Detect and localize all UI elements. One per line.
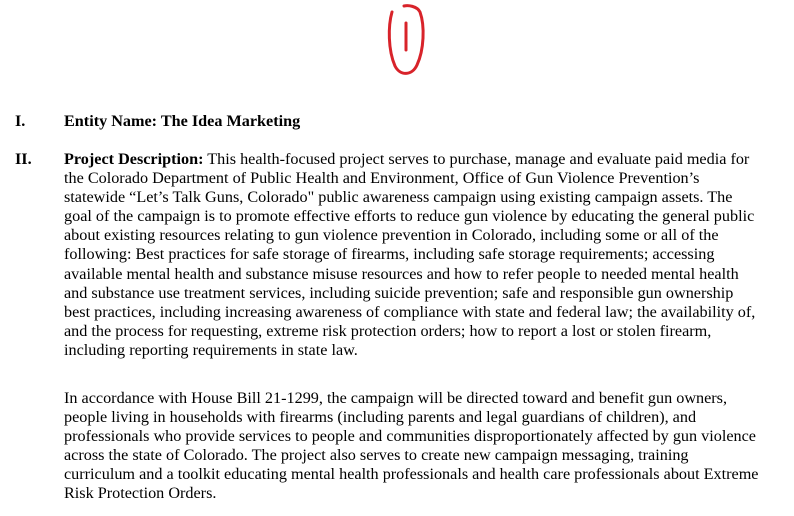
paragraph-line: about existing resources relating to gun violence prevention in Colorado, including some or all of the xyxy=(64,226,719,245)
paragraph-line: available mental health and substance misuse resources and how to refer people to needed mental health xyxy=(64,264,739,283)
paragraph-line: the Colorado Department of Public Health and Environment, Office of Gun Violence Prevention’s xyxy=(64,169,700,188)
paragraph-line: and substance use treatment services, including suicide prevention; safe and responsible gun ownership xyxy=(64,283,734,302)
section-numeral: I. xyxy=(15,112,26,130)
paragraph-line: and the process for requesting, extreme risk protection orders; how to report a lost or stolen firearm, xyxy=(64,321,712,340)
paragraph-line: professionals who provide services to people and communities disproportionately affected by gun violence xyxy=(64,427,756,446)
paragraph-line: across the state of Colorado. The project also serves to create new campaign messaging, training xyxy=(64,446,689,465)
paragraph-line: In accordance with House Bill 21-1299, the campaign will be directed toward and benefit gun owners, xyxy=(64,389,728,407)
paragraph-line: Risk Protection Orders. xyxy=(64,484,217,503)
paragraph-line: goal of the campaign is to promote effective efforts to reduce gun violence by educating the general public xyxy=(64,207,755,226)
paragraph-line: following: Best practices for safe storage of firearms, including safe storage requirements; accessing xyxy=(64,245,715,264)
paragraph-line: curriculum and a toolkit educating mental health professionals and health care professionals about Extreme xyxy=(64,465,759,484)
project-description-heading: Project Description: xyxy=(64,150,204,168)
section-numeral: II. xyxy=(15,150,32,168)
section-body xyxy=(64,112,794,131)
handwritten-circled-one-icon xyxy=(378,2,434,78)
paragraph-line: people living in households with firearms (including parents and legal guardians of children), and xyxy=(64,408,697,427)
paragraph-line: statewide “Let’s Talk Guns, Colorado" public awareness campaign using existing campaign assets. The xyxy=(64,188,733,207)
project-description-paragraph xyxy=(64,150,794,360)
entity-name-heading: Entity Name: The Idea Marketing xyxy=(64,112,301,130)
paragraph-line: including reporting requirements in state law. xyxy=(64,340,358,359)
paragraph-text: This health-focused project serves to purchase, manage and evaluate paid media for xyxy=(203,150,750,168)
house-bill-paragraph xyxy=(64,389,794,504)
paragraph-line xyxy=(64,150,794,169)
paragraph-line: best practices, including increasing awareness of compliance with state and federal law; the availability of, xyxy=(64,302,756,321)
